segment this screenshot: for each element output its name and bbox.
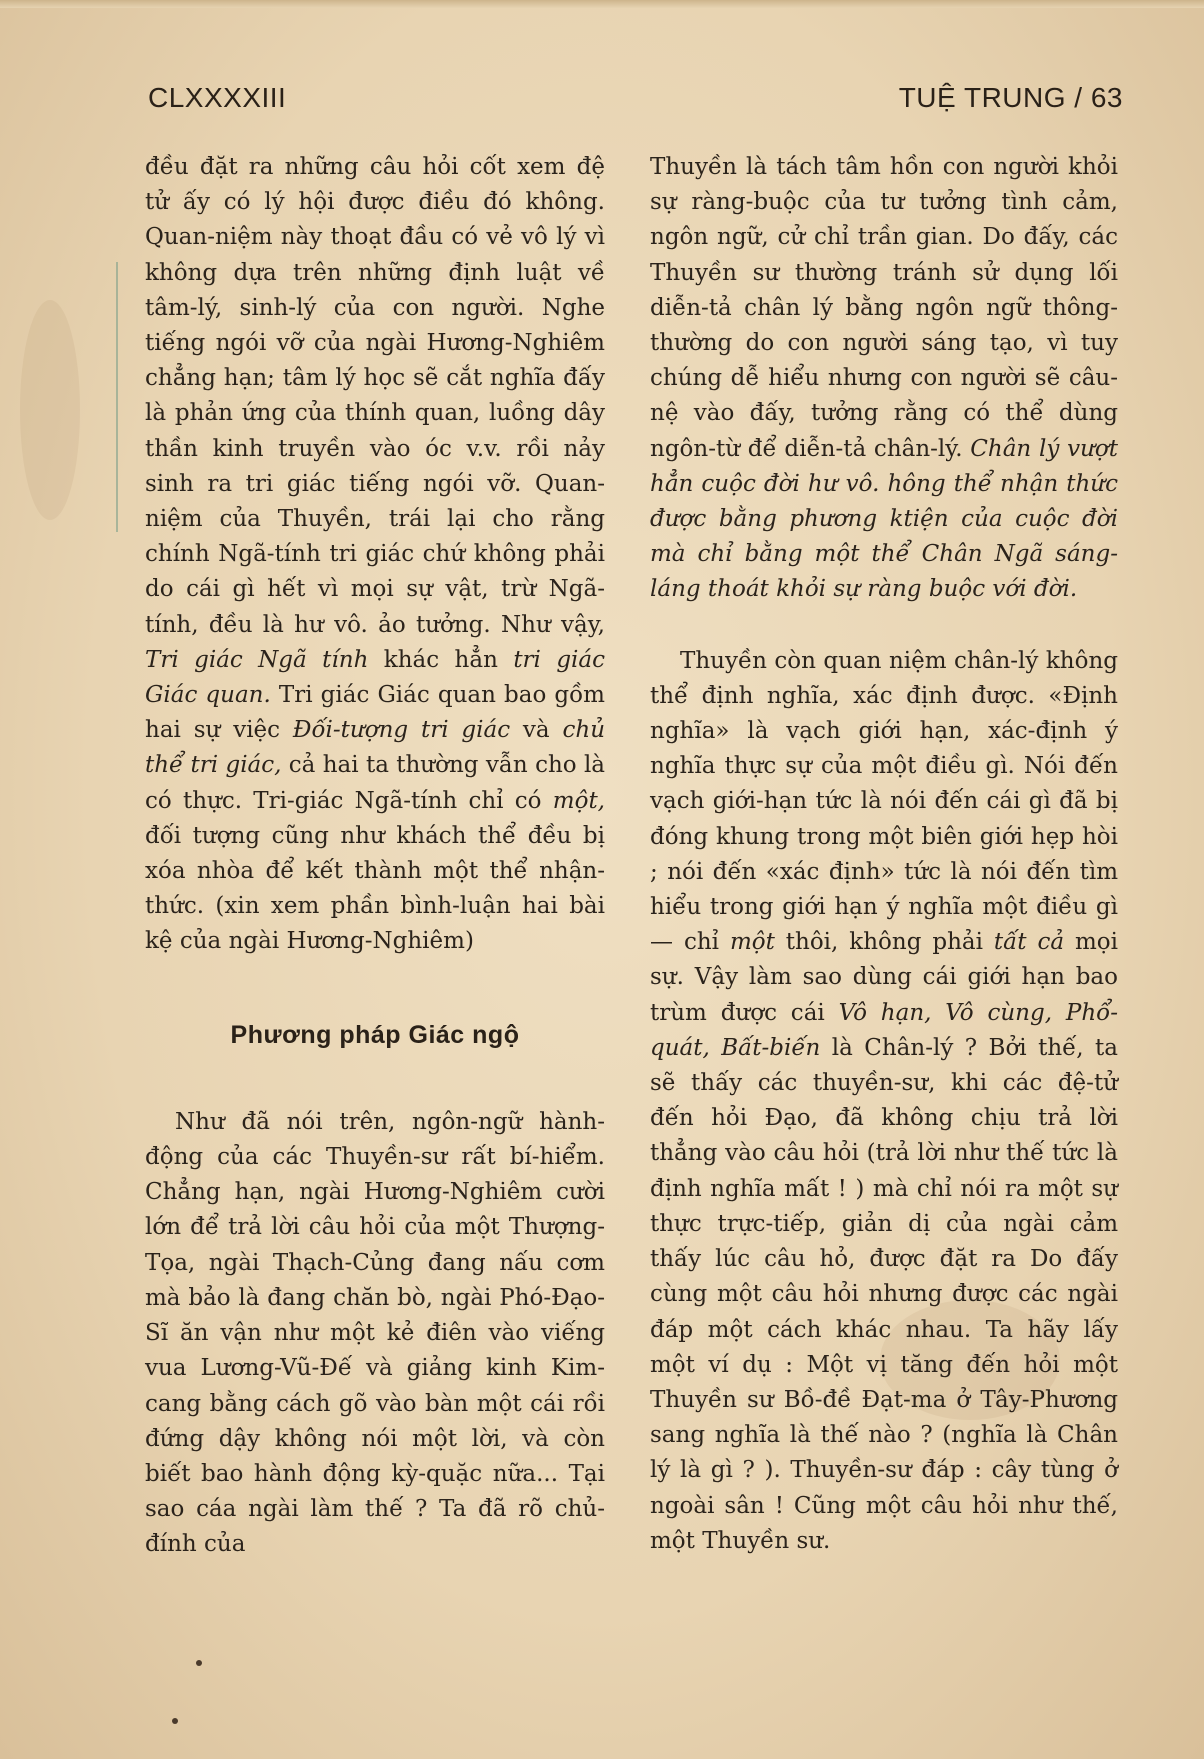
margin-mark <box>116 262 118 532</box>
paper-stain <box>20 300 80 520</box>
italic-run: Vô hạn, Vô cùng, Phổ-quát, Bất-biến <box>650 999 1118 1061</box>
paragraph <box>145 150 605 960</box>
italic-run: chủ thể tri giác, <box>145 717 606 779</box>
page-top-edge <box>0 0 1204 8</box>
text-run: thôi, không phải <box>774 929 994 956</box>
ink-dot <box>172 1718 178 1724</box>
text-run: cả hai ta thường vẫn cho là có thực. Tri-giác Ngã-tính chỉ có <box>145 752 606 814</box>
paragraph <box>650 644 1118 1559</box>
italic-run: tri giác Giác quan. <box>145 646 605 709</box>
right-column <box>650 150 1118 1559</box>
text-run: đối tượng cũng như khách thể đều bị xóa nhòa để kết thành một thể nhận-thức. (xin xem phần bình-luận hai bài kệ của ngài Hương-Nghiêm) <box>145 822 605 955</box>
italic-run: Chân lý vượt hẳn cuộc đời hư vô. hông thể nhận thức được bằng phương ktiện của cuộc đời mà chỉ bằng một thể Chân Ngã sáng-láng thoát khỏi sự ràng buộc với đời. <box>650 435 1118 603</box>
section-heading: Phương pháp Giác ngộ <box>230 1020 520 1049</box>
text-run: là Chân-lý ? Bởi thế, ta sẽ thấy các thuyền-sư, khi các đệ-tử đến hỏi Đạo, đã không chịu trả lời thẳng vào câu hỏi (trả lời như thế tức là định nghĩa mất ! ) mà chỉ nói ra một sự thực trực-tiếp, giản dị của ngài cảm thấy lúc câu hỏ, được đặt ra Do đấy cùng một câu hỏi nhưng được các ngài đáp một cách khác nhau. Ta hãy lấy một ví dụ : Một vị tăng đến hỏi một Thuyền sư Bồ-đề Đạt-ma ở Tây-Phương sang nghĩa là thế nào ? (nghĩa là Chân lý là gì ? ). Thuyền-sư đáp : cây tùng ở ngoài sân ! Cũng một câu hỏi như thế, một Thuyền sư. <box>650 1034 1119 1554</box>
paragraph <box>650 150 1118 608</box>
text-run: và <box>510 717 563 744</box>
running-title: TUỆ TRUNG / 63 <box>898 82 1123 113</box>
text-run: Thuyền là tách tâm hồn con người khỏi sự ràng-buộc của tư tưởng tình cảm, ngôn ngữ, cử chỉ trần gian. Do đấy, các Thuyền sư thường tránh sử dụng lối diễn-tả chân lý bằng ngôn ngữ thông-thường do con người sáng tạo, vì tuy chúng dễ hiểu nhưng con người sẽ câu-nệ vào đấy, tưởng rằng có thể dùng ngôn-từ để diễn-tả chân-lý. <box>650 154 1118 462</box>
chapter-number: CLXXXXIII <box>148 82 287 113</box>
italic-run: Tri giác Ngã tính <box>145 646 369 673</box>
text-run: đều đặt ra những câu hỏi cốt xem đệ tử ấy có lý hội được điều đó không. Quan-niệm này thoạt đầu có vẻ vô lý vì không dựa trên những định luật về tâm-lý, sinh-lý của con người. Nghe tiếng ngói vỡ của ngài Hương-Nghiêm chẳng hạn; tâm lý học sẽ cắt nghĩa đấy là phản ứng của thính quan, luồng dây thần kinh truyền vào óc v.v. rồi nảy sinh ra tri giác tiếng ngói vỡ. Quan-niệm của Thuyền, trái lại cho rằng chính Ngã-tính tri giác chứ không phải do cái gì hết vì mọi sự vật, trừ Ngã-tính, đều là hư vô. ảo tưởng. Như vậy, <box>145 154 605 638</box>
italic-run: Đối-tượng tri giác <box>292 717 511 744</box>
text-run: khác hẳn <box>368 646 514 673</box>
paragraph: Như đã nói trên, ngôn-ngữ hành-động của các Thuyền-sư rất bí-hiểm. Chẳng hạn, ngài Hương-Nghiêm cười lớn để trả lời câu hỏi của một Thượng-Tọa, ngài Thạch-Củng đang nấu cơm mà bảo là đang chăn bò, ngài Phó-Đạo-Sĩ ăn vận như một kẻ điên vào viếng vua Lương-Vũ-Đế và giảng kinh Kim-cang bằng cách gõ vào bàn một cái rồi đứng dậy không nói một lời, và còn biết bao hành động kỳ-quặc nữa... Tại sao cáa ngài làm thế ? Ta đã rõ chủ-đính của <box>145 1108 605 1558</box>
text-run: mọi sự. Vậy làm sao dùng cái giới hạn bao trùm được cái <box>650 929 1118 1026</box>
italic-run: một <box>729 929 775 956</box>
ink-dot <box>196 1660 202 1666</box>
page-header <box>148 82 1123 122</box>
text-run: Tri giác Giác quan bao gồm hai sự việc <box>145 682 605 744</box>
italic-run: tất cả <box>993 929 1065 956</box>
text-run: Thuyền còn quan niệm chân-lý không thể định nghĩa, xác định được. «Định nghĩa» là vạch giới hạn, xác-định ý nghĩa thực sự của một điều gì. Nói đến vạch giới-hạn tức là nói đến cái gì đã bị đóng khung trong một biên giới hẹp hòi ; nói đến «xác định» tức là nói đến tìm hiểu trong giới hạn ý nghĩa một điều gì — chỉ <box>650 647 1118 956</box>
left-column <box>145 150 605 1563</box>
italic-run: một, <box>552 787 605 814</box>
